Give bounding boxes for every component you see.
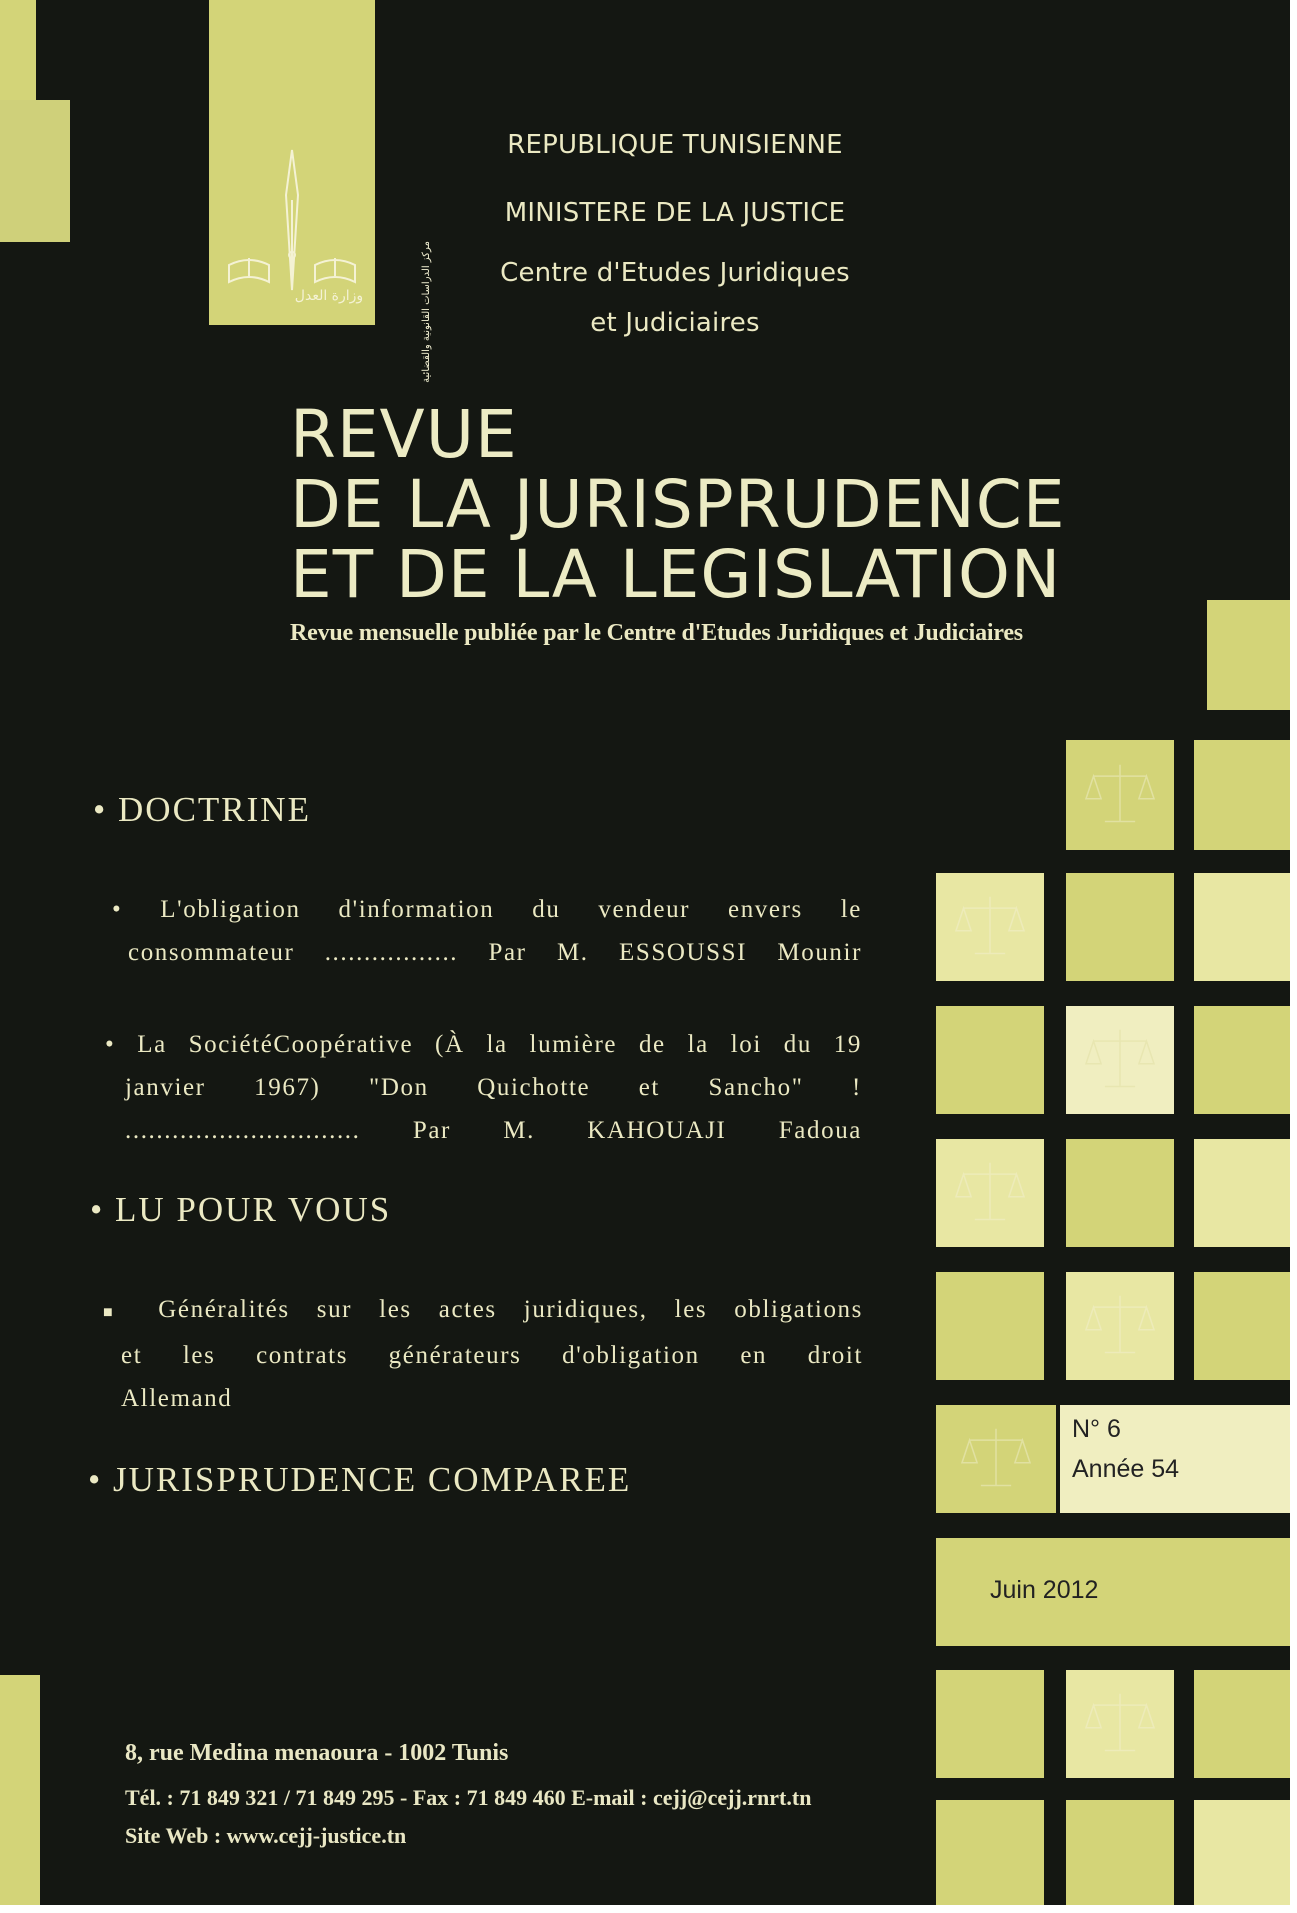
scales-of-justice-icon bbox=[1082, 1686, 1158, 1762]
footer-address: 8, rue Medina menaoura - 1002 Tunis bbox=[125, 1740, 509, 1766]
issue-year: Année 54 bbox=[1072, 1455, 1180, 1483]
grid-square-r10c3 bbox=[1194, 1800, 1290, 1905]
grid-square-r5c2 bbox=[1066, 1139, 1174, 1247]
grid-square-r5c3 bbox=[1194, 1139, 1290, 1247]
header-ministry: MINISTERE DE LA JUSTICE bbox=[504, 198, 846, 228]
header-centre-continued: et Judiciaires bbox=[590, 308, 760, 338]
decorative-left-strip-lower bbox=[0, 1675, 40, 1905]
grid-square-r4c1 bbox=[936, 1006, 1044, 1114]
issue-number-box bbox=[1060, 1405, 1290, 1513]
scales-of-justice-icon bbox=[1082, 1022, 1158, 1098]
grid-square-r2c2 bbox=[1066, 740, 1174, 850]
scales-of-justice-icon bbox=[1082, 1288, 1158, 1364]
doctrine-item-1-line-1: • L'obligation d'information du vendeur envers le bbox=[112, 896, 862, 923]
doctrine-item-2-line-1: • La SociétéCoopérative (À la lumière de la loi du 19 bbox=[105, 1031, 862, 1058]
header-centre: Centre d'Etudes Juridiques bbox=[500, 258, 850, 288]
doctrine-item-1 bbox=[112, 888, 862, 974]
grid-square-r10c2 bbox=[1066, 1800, 1174, 1905]
subtitle: Revue mensuelle publiée par le Centre d'Etudes Juridiques et Judiciaires bbox=[290, 620, 1023, 646]
grid-square-r4c2 bbox=[1066, 1006, 1174, 1114]
issue-date: Juin 2012 bbox=[990, 1576, 1099, 1604]
lu-pour-vous-item-1-line-3: Allemand bbox=[121, 1385, 233, 1412]
grid-square-r3c2 bbox=[1066, 873, 1174, 981]
square-bullet-icon: ■ bbox=[103, 1304, 159, 1321]
issue-square-left bbox=[936, 1405, 1056, 1513]
lu-pour-vous-item-1 bbox=[103, 1288, 863, 1420]
section-lu-pour-vous-heading: • LU POUR VOUS bbox=[90, 1190, 392, 1229]
bullet-icon: • bbox=[112, 896, 161, 923]
header-republic: REPUBLIQUE TUNISIENNE bbox=[507, 130, 843, 160]
doctrine-item-2-line-2: janvier 1967) "Don Quichotte et Sancho" ! bbox=[125, 1074, 862, 1101]
grid-square-r3c3 bbox=[1194, 873, 1290, 981]
grid-square-r6c3 bbox=[1194, 1272, 1290, 1380]
grid-square-r9c2 bbox=[1066, 1670, 1174, 1778]
grid-square-r6c1 bbox=[936, 1272, 1044, 1380]
issue-number: N° 6 bbox=[1072, 1415, 1121, 1443]
doctrine-item-2-line-3: .............................. Par M. KAHOUAJI Fadoua bbox=[125, 1117, 862, 1144]
title-line-1: REVUE bbox=[290, 396, 518, 473]
grid-square-r4c3 bbox=[1194, 1006, 1290, 1114]
section-jurisprudence-heading: • JURISPRUDENCE COMPAREE bbox=[88, 1460, 632, 1499]
scales-of-justice-icon bbox=[1082, 757, 1158, 834]
footer-contact: Tél. : 71 849 321 / 71 849 295 - Fax : 71 849 460 E-mail : cejj@cejj.rnrt.tn bbox=[125, 1785, 812, 1810]
bullet-icon: • bbox=[90, 1190, 116, 1229]
scales-of-justice-icon bbox=[952, 1155, 1028, 1231]
grid-square-r10c1 bbox=[936, 1800, 1044, 1905]
scales-of-justice-icon bbox=[954, 1421, 1038, 1497]
footer-website: Site Web : www.cejj-justice.tn bbox=[125, 1823, 407, 1848]
bullet-icon: • bbox=[93, 790, 119, 829]
grid-square-r2c3 bbox=[1194, 740, 1290, 850]
lu-pour-vous-item-1-line-2: et les contrats générateurs d'obligation en droit bbox=[121, 1342, 863, 1369]
section-doctrine-heading: • DOCTRINE bbox=[93, 790, 311, 829]
grid-square-r9c3 bbox=[1194, 1670, 1290, 1778]
lu-pour-vous-item-1-line-1: ■ Généralités sur les actes juridiques, les obligations bbox=[103, 1296, 863, 1323]
logo-block bbox=[209, 0, 432, 383]
grid-square-r5c1 bbox=[936, 1139, 1044, 1247]
issue-date-band bbox=[936, 1538, 1290, 1646]
scales-of-justice-icon bbox=[952, 889, 1028, 965]
title-line-2: DE LA JURISPRUDENCE bbox=[290, 466, 1066, 543]
grid-square-r6c2 bbox=[1066, 1272, 1174, 1380]
bullet-icon: • bbox=[105, 1031, 138, 1058]
logo-arabic-right: وزارة العدل bbox=[294, 288, 364, 304]
grid-square-r9c1 bbox=[936, 1670, 1044, 1778]
doctrine-item-2 bbox=[105, 1023, 862, 1152]
bullet-icon: • bbox=[88, 1460, 114, 1499]
logo-arabic-left: مركز الدراسات القانونية والقضائية bbox=[421, 241, 432, 383]
grid-square-r3c1 bbox=[936, 873, 1044, 981]
decorative-left-strip-upper bbox=[0, 100, 70, 242]
title-line-3: ET DE LA LEGISLATION bbox=[290, 536, 1062, 613]
pen-and-books-emblem-icon bbox=[209, 0, 432, 383]
doctrine-item-1-line-2: consommateur ................. Par M. ESSOUSSI Mounir bbox=[128, 939, 862, 966]
grid-square-r1c4 bbox=[1207, 600, 1290, 710]
